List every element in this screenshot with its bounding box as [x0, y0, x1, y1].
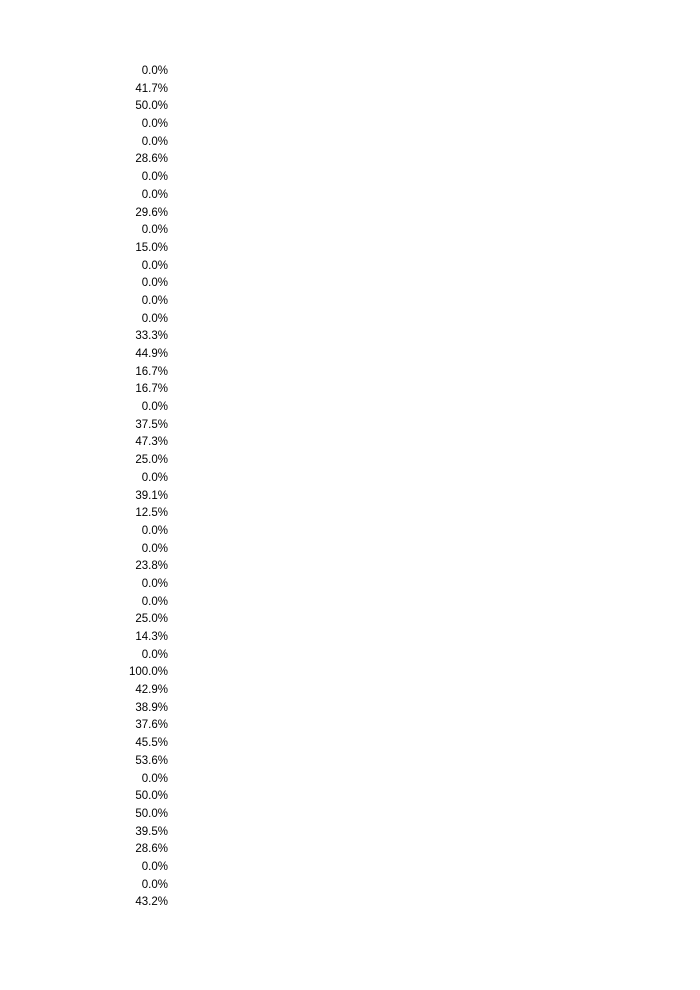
percentage-cell: 14.3% — [135, 631, 168, 643]
percentage-cell: 38.9% — [135, 701, 168, 714]
percentage-cell: 53.6% — [135, 754, 168, 767]
percentage-cell: 0.0% — [141, 188, 168, 201]
percentage-cell: 16.7% — [135, 365, 168, 378]
percentage-cell: 0.0% — [141, 772, 168, 785]
percentage-cell: 0.0% — [141, 135, 168, 148]
percentage-cell: 0.0% — [141, 259, 168, 272]
percentage-cell: 43.2% — [135, 896, 168, 909]
percentage-cell: 28.6% — [135, 843, 168, 856]
percentage-cell: 0.0% — [141, 277, 168, 290]
percentage-cell: 28.6% — [135, 153, 168, 166]
percentage-cell: 39.5% — [135, 825, 168, 838]
percentage-cell: 12.5% — [135, 507, 168, 520]
percentage-cell: 0.0% — [141, 171, 168, 184]
percentage-cell: 0.0% — [141, 648, 168, 661]
percentage-cell: 47.3% — [135, 436, 168, 449]
percentage-cell: 0.0% — [141, 224, 168, 237]
percentage-cell: 25.0% — [135, 613, 168, 626]
percentage-cell: 0.0% — [141, 312, 168, 325]
percentage-cell: 45.5% — [135, 737, 168, 750]
percentage-cell: 0.0% — [141, 524, 168, 537]
percentage-cell: 29.6% — [135, 206, 168, 219]
percentage-cell: 0.0% — [141, 577, 168, 590]
percentage-cell: 44.9% — [135, 348, 168, 360]
percentage-cell: 0.0% — [141, 878, 168, 891]
percentage-cell: 0.0% — [141, 471, 168, 484]
percentage-cell: 0.0% — [141, 542, 168, 555]
percentage-cell: 0.0% — [141, 860, 168, 873]
percentage-cell: 15.0% — [135, 241, 168, 254]
percentage-cell: 25.0% — [135, 454, 168, 467]
percentage-cell: 0.0% — [141, 294, 168, 307]
percentage-cell: 0.0% — [141, 118, 168, 131]
percentage-cell: 42.9% — [135, 684, 168, 697]
percentage-column — [100, 63, 168, 912]
percentage-cell: 16.7% — [135, 383, 168, 396]
percentage-cell: 37.6% — [135, 719, 168, 732]
percentage-cell: 50.0% — [135, 807, 168, 820]
percentage-cell: 50.0% — [135, 790, 168, 803]
percentage-cell: 23.8% — [135, 560, 168, 573]
percentage-cell: 0.0% — [141, 595, 168, 608]
percentage-cell: 50.0% — [135, 100, 168, 113]
percentage-cell: 37.5% — [135, 418, 168, 431]
percentage-cell: 33.3% — [135, 330, 168, 343]
percentage-cell: 41.7% — [135, 82, 168, 95]
percentage-cell: 0.0% — [141, 401, 168, 414]
percentage-cell: 0.0% — [141, 65, 168, 77]
percentage-cell: 39.1% — [135, 489, 168, 502]
percentage-cell: 100.0% — [128, 666, 168, 679]
